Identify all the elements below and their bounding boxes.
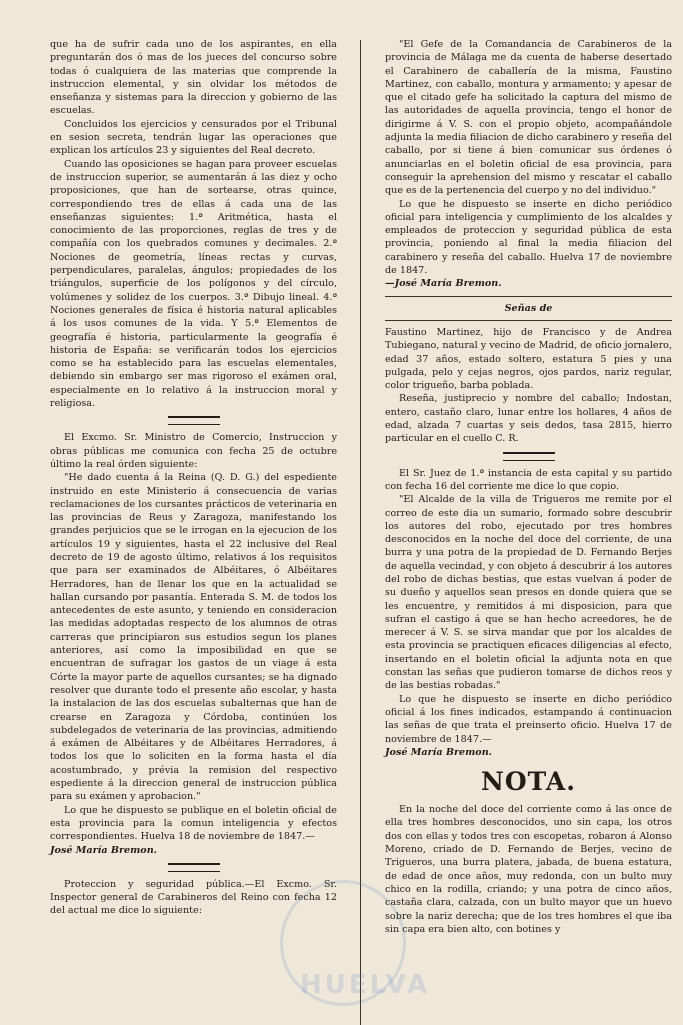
paragraph: "El Alcalde de la villa de Trigueros me remite por el correo de este dia un sumario, formado sobre descubrir los autores del robo, ejecutado por tres hombres desconocidos en la noche del doce del corriente, de una burra y una potra de la propiedad de D. Fernando Berjes de aquella vecindad, y con objeto á descubrir á los autores del robo de dichas bestias, que estas vuelvan á poder de su dueño y aquellos sean presos en donde quiera que se les encuentre, y remitidos á mi disposicion, para que sufran el castigo á que se han hecho acreedores, he de merecer á V. S. se sirva mandar que por los alcaldes de esta provincia se practiquen eficaces diligencias al efecto, insertando en el boletin oficial la adjunta nota en que constan las señas que pudieron tomarse de dichos reos y de las bestias robadas."	[385, 494, 672, 692]
paragraph: Cuando las oposiciones se hagan para proveer escuelas de instruccion superior, se aumentarán á las diez y ocho proposiciones, que han de sortearse, otras quince, correspondiendo tres de ellas á cada una de las enseñanzas siguientes: 1.ª Aritmética, hasta el conocimiento de las proporciones, reglas de tres y de compañía con los quebrados comunes y decimales. 2.ª Nociones de geometría, líneas rectas y curvas, perpendiculares, paralelas, ángulos; propiedades de los triángulos, superficie de los polígonos y del círculo, volúmenes y solidez de los cuerpos. 3.ª Dibujo lineal. 4.ª Nociones generales de física é historia natural aplicables á los usos comunes de la vida. Y 5.ª Elementos de geografía é historia, particularmente la geografía é historia de España: se verificarán todos los ejercicios como se ha establecido para las escuelas elementales, debiendo sin embargo ser mas rigoroso el exámen oral, especialmente en lo relativo á la instruccion moral y religiosa.	[50, 158, 337, 410]
paragraph: que ha de sufrir cada uno de los aspirantes, en ella preguntarán dos ó mas de los jueces del concurso sobre todas ó cualquiera de las materias que comprende la instruccion elemental, y sin olvidar los métodos de enseñanza y sistemas para la direccion y gobierno de las escuelas.	[50, 39, 337, 117]
section-separator	[168, 863, 220, 872]
paragraph: Reseña, justiprecio y nombre del caballo; Indostan, entero, castaño claro, lunar entre los hollares, 4 años de edad, alzada 7 cuartas y seis dedos, tasa 2815, hierro particular en el cuello C. R.	[385, 393, 672, 445]
section-rule	[385, 296, 672, 297]
signature: —José María Bremon.	[385, 278, 502, 290]
section-separator	[503, 452, 555, 461]
nota-heading: NOTA.	[481, 767, 576, 797]
paragraph: Proteccion y seguridad pública.—El Excmo. Sr. Inspector general de Carabineros del Reino con fecha 12 del actual me dice lo siguiente:	[50, 878, 337, 917]
section-separator	[168, 416, 220, 425]
paragraph: El Sr. Juez de 1.ª instancia de esta capital y su partido con fecha 16 del corriente me dice lo que copio.	[385, 467, 672, 492]
paragraph: El Excmo. Sr. Ministro de Comercio, Instruccion y obras públicas me comunica con fecha 25 de octubre último la real órden siguiente:	[50, 432, 337, 470]
paragraph: Lo que he dispuesto se publique en el boletin oficial de esta provincia para la comun inteligencia y efectos correspondientes. Huelva 18 de noviembre de 1847.—	[50, 804, 337, 843]
paragraph: Lo que he dispuesto se inserte en dicho periódico oficial para inteligencia y cumplimiento de los alcaldes y empleados de proteccion y seguridad pública de esta provincia, poniendo al final la media filiacion del carabinero y reseña del caballo. Huelva 17 de noviembre de 1847.	[385, 198, 672, 277]
paragraph: Concluidos los ejercicios y censurados por el Tribunal en sesion secreta, tendrán lugar las operaciones que explican los artículos 23 y siguientes del Real decreto.	[50, 118, 337, 157]
paragraph: Lo que he dispuesto se inserte en dicho periódico oficial á los fines indicados, estampando á continuacion las señas de que trata el preinserto oficio. Huelva 17 de noviembre de 1847.—	[385, 693, 672, 745]
section-heading: Señas de	[504, 302, 553, 314]
section-rule	[385, 320, 672, 321]
watermark-text: HUELVA	[300, 970, 431, 1000]
right-column	[385, 38, 672, 936]
paragraph: "He dado cuenta á la Reina (Q. D. G.) del espediente instruido en este Ministerio á consecuencia de varias reclamaciones de los cursantes prácticos de veterinaria en las provincias de Reus y Zaragoza, manifestando los grandes perjuicios que se le irrogan en la ejecucion de los artículos 19 y siguientes, hasta el 22 inclusive del Real decreto de 19 de agosto último, relativos á los requisitos que para ser examinados de Albéitares, ó Albéitares Herradores, han de llenar los que en la actualidad se hallan cursando por pasantía. Enterada S. M. de todos los antecedentes de este asunto, y teniendo en consideracion las medidas adoptadas respecto de los alumnos de otras carreras que principiaron sus estudios segun los planes anteriores, así como la imposibilidad en que se encuentran de sufragar los gastos de un viage á esta Córte la mayor parte de aquellos cursantes; se ha dignado resolver que durante todo el presente año escolar, y hasta la instalacion de las dos escuelas subalternas que han de crearse en Zaragoza y Córdoba, continúen los subdelegados de veterinaria de las provincias, admitiendo á exámen de Albéitares y de Albéitares Herradores, á todos los que lo soliciten en la forma hasta el día acostumbrado, y prévia la remision del respectivo espediente á la direccion general de instruccion pública para su exámen y aprobacion."	[50, 472, 337, 803]
column-divider	[360, 40, 361, 1025]
paragraph: Faustino Martinez, hijo de Francisco y de Andrea Tubiegano, natural y vecino de Madrid, de oficio jornalero, edad 37 años, estado soltero, estatura 5 pies y una pulgada, pelo y cejas negros, ojos pardos, nariz regular, color trigueño, barba poblada.	[385, 326, 672, 392]
paragraph: "El Gefe de la Comandancia de Carabineros de la provincia de Málaga me da cuenta de haberse desertado el Carabinero de caballería de la misma, Faustino Martinez, con caballo, montura y armamento; y apesar de que el citado gefe ha solicitado la captura del mismo de las autoridades de aquella provincia, tengo el honor de dirigirme á V. S. con el propio objeto, acompañándole adjunta la media filiacion de dicho carabinero y reseña del caballo, por si tiene á bien comunicar sus órdenes ó anunciarlas en el boletin oficial de esa provincia, para conseguir la aprehension del mismo y rescatar el caballo que es de la pertenencia del cuerpo y no del individuo."	[385, 39, 672, 197]
left-column	[50, 38, 337, 918]
paragraph: En la noche del doce del corriente como á las once de ella tres hombres desconocidos, uno sin capa, los otros dos con ellas y todos tres con escopetas, robaron á Alonso Moreno, criado de D. Fernando de Berjes, vecino de Trigueros, una burra platera, jabada, de buena estatura, de edad de once años, muy redonda, con un bulto muy chico en la rodilla, criando; y una potra de cinco años, castaña clara, calzada, con un bulto mayor que un huevo sobre la nariz derecha; que de los tres hombres el que iba sin capa era bien alto, con botines y	[385, 804, 672, 935]
signature: José María Bremon.	[50, 844, 158, 856]
signature: José María Bremon.	[385, 746, 493, 758]
